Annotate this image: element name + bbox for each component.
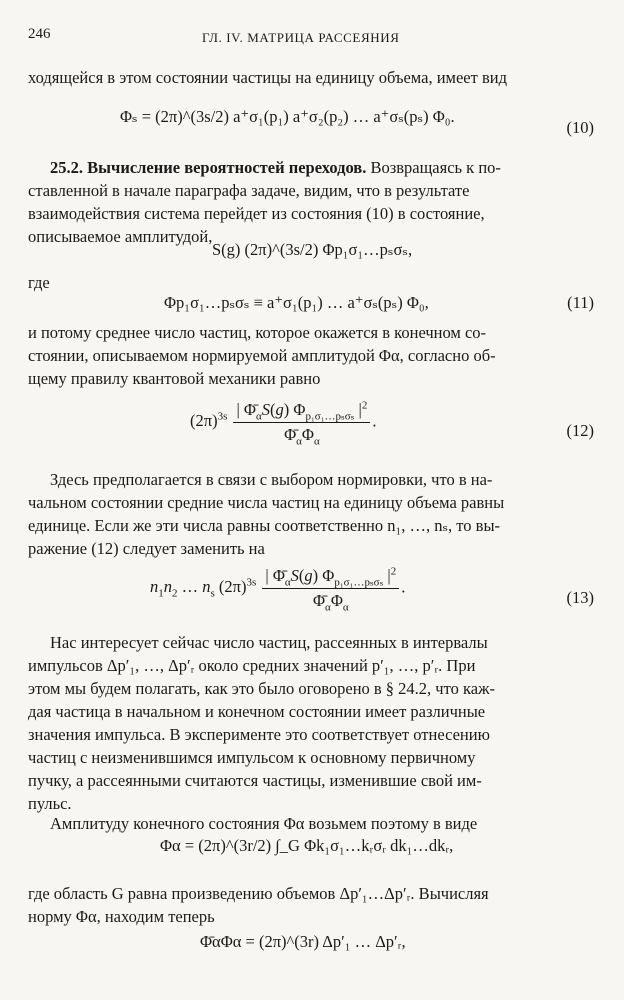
equation-12: $(2\pi)^{3s}$ $\frac{| \Phī_\alpha S(g) \Phi_{p_1\sigma_1\dots p_s\sigma_s} |^2}{\Phī_\alpha\Phi_\alpha}$ . xyxy=(190,399,377,448)
equation-norm: Φ̄αΦα = (2π)^(3r) Δp′₁ … Δp′ᵣ, xyxy=(200,932,406,951)
equation-10-text: Φₛ = (2π)^(3s/2) a⁺σ₁(p₁) a⁺σ₂(p₂) … a⁺σₛ(pₛ) Φ₀. xyxy=(120,107,455,126)
text-line: и потому среднее число частиц, которое окажется в конечном со- xyxy=(28,323,487,342)
text-line: значения импульса. В эксперименте это соответствует отнесению xyxy=(28,725,490,744)
equation-10-number: (10) xyxy=(566,118,594,137)
text-line: ставленной в начале параграфа задаче, видим, что в результате xyxy=(28,181,470,200)
equation-11: Φp₁σ₁…pₛσₛ ≡ a⁺σ₁(p₁) … a⁺σₛ(pₛ) Φ₀, xyxy=(164,293,429,312)
text-line: пучку, а рассеянными считаются частицы, изменившие свой им- xyxy=(28,771,482,790)
section-text: Возвращаясь к по- xyxy=(366,158,501,177)
text-line: пульс. xyxy=(28,794,72,813)
equation-11-number: (11) xyxy=(567,293,594,312)
text-line: этом мы будем полагать, как это было оговорено в § 24.2, что каж- xyxy=(28,679,495,698)
running-title: ГЛ. IV. МАТРИЦА РАССЕЯНИЯ xyxy=(202,30,400,45)
text-line: ходящейся в этом состоянии частицы на единицу объема, имеет вид xyxy=(28,68,507,87)
text-line: щему правилу квантовой механики равно xyxy=(28,369,321,388)
text-line: чальном состоянии средние числа частиц на единицу объема равны xyxy=(28,493,505,512)
text-line: Амплитуду конечного состояния Φα возьмем поэтому в виде xyxy=(50,814,478,833)
text-line: Нас интересует сейчас число частиц, рассеянных в интервалы xyxy=(50,633,488,652)
page-number: 246 xyxy=(28,26,51,42)
equation-13-number: (13) xyxy=(566,588,594,607)
text-line: где xyxy=(28,273,50,292)
text-line: взаимодействия система перейдет из состояния (10) в состояние, xyxy=(28,204,485,223)
equation-10 xyxy=(120,107,455,127)
text-line: единице. Если же эти числа равны соответственно n₁, …, nₛ, то вы- xyxy=(28,516,501,535)
equation-final-amplitude: Φα = (2π)^(3r/2) ∫_G Φk₁σ₁…kᵣσᵣ dk₁…dkᵣ, xyxy=(160,836,454,855)
equation-13: $n_1n_2$ … $n_s$ $(2\pi)^{3s}$ $\frac{| \Phī_\alpha S(g) \Phi_{p_1\sigma_1\dots p_s\sigma_s} |^2}{\Phī_\alpha\Phi_\alpha}$ . xyxy=(150,565,406,614)
equation-amplitude-s: S(g) (2π)^(3s/2) Φp₁σ₁…pₛσₛ, xyxy=(212,240,413,259)
section-heading-line xyxy=(28,157,594,179)
text-line: описываемое амплитудой, xyxy=(28,227,213,246)
text-line: стоянии, описываемом нормируемой амплитудой Φα, согласно об- xyxy=(28,346,496,365)
text-line: Здесь предполагается в связи с выбором нормировки, что в на- xyxy=(50,470,493,489)
text-line: ражение (12) следует заменить на xyxy=(28,539,265,558)
text-line: импульсов Δp′₁, …, Δp′ᵣ около средних значений p′₁, …, p′ᵣ. При xyxy=(28,656,476,675)
text-line: дая частица в начальном и конечном состоянии имеет различные xyxy=(28,702,486,721)
text-line: норму Φα, находим теперь xyxy=(28,907,215,926)
section-title: 25.2. Вычисление вероятностей переходов. xyxy=(50,158,367,177)
equation-12-number: (12) xyxy=(566,421,594,440)
text-line: где область G равна произведению объемов Δp′₁…Δp′ᵣ. Вычисляя xyxy=(28,884,489,903)
text-line: частиц с неизменившимся импульсом к основному первичному xyxy=(28,748,476,767)
